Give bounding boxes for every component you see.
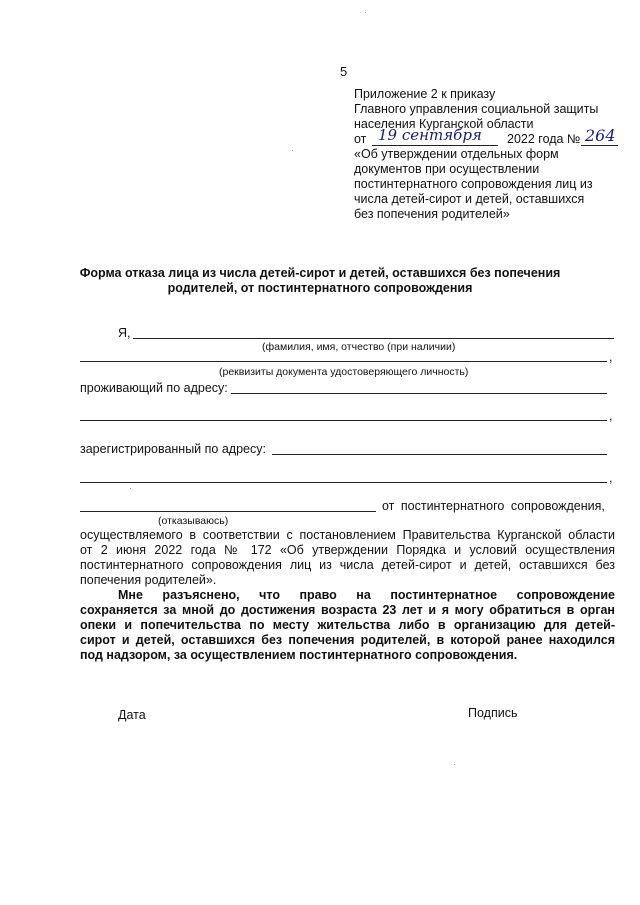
- page-number: 5: [340, 64, 348, 79]
- bold-line: сирот и детей, оставшихся без попечения родителей, в которой ранее находился: [80, 633, 615, 647]
- refuse-caption: (отказываюсь): [158, 515, 229, 527]
- body-line: от 2 июня 2022 года № 172 «Об утверждении Порядка и условий осуществления: [80, 543, 615, 557]
- comma: ,: [609, 471, 613, 485]
- form-title-line: родителей, от постинтернатного сопровождения: [167, 281, 473, 295]
- living-address-line-2: [80, 420, 607, 421]
- appendix-title-line: числа детей-сирот и детей, оставшихся: [354, 192, 585, 206]
- appendix-title-line: без попечения родителей»: [354, 207, 510, 221]
- body-line: постинтернатного сопровождения лиц из числа детей-сирот и детей, оставшихся без: [80, 558, 615, 572]
- number-underline: [581, 145, 618, 146]
- bold-line: Мне разъяснено, что право на постинтернатное сопровождение: [118, 588, 615, 602]
- fio-caption: (фамилия, имя, отчество (при наличии): [262, 341, 456, 353]
- bold-line: под надзором, за осуществлением постинтернатного сопровождения.: [80, 648, 518, 662]
- registered-address-line: [272, 454, 607, 455]
- signature-label: Подпись: [468, 706, 518, 720]
- appendix-title-line: постинтернатного сопровождения лиц из: [354, 177, 593, 191]
- appendix-line: Главного управления социальной защиты: [354, 102, 599, 116]
- scan-speck: [365, 12, 366, 13]
- appendix-title-line: «Об утверждении отдельных форм: [354, 147, 559, 161]
- comma: ,: [609, 350, 613, 364]
- body-line: осуществляемого в соответствии с постановлением Правительства Курганской области: [80, 528, 615, 542]
- bold-line: сохраняется за мной до достижения возраста 23 лет и я могу обратиться в орган: [80, 603, 615, 617]
- appendix-date-from: от: [354, 132, 367, 146]
- doc-caption: (реквизиты документа удостоверяющего личность): [219, 366, 469, 378]
- refuse-field-line: [80, 511, 376, 512]
- comma: ,: [609, 409, 613, 423]
- bold-line: опеки и попечительства по месту жительства либо в организацию для детей-: [80, 618, 615, 632]
- scan-speck: [130, 488, 131, 489]
- appendix-year: 2022 года №: [507, 132, 581, 146]
- form-title-line: Форма отказа лица из числа детей-сирот и детей, оставшихся без попечения: [79, 266, 561, 280]
- refuse-text: от постинтернатного сопровождения,: [382, 499, 605, 513]
- handwritten-date: 19 сентября: [378, 126, 482, 144]
- registered-address-line-2: [80, 482, 607, 483]
- scan-speck: [454, 764, 455, 765]
- living-address-line: [231, 393, 607, 394]
- appendix-line: Приложение 2 к приказу: [354, 87, 496, 101]
- registered-address-label: зарегистрированный по адресу:: [80, 442, 266, 456]
- handwritten-number: 264: [585, 126, 616, 145]
- date-underline: [372, 145, 498, 146]
- living-address-label: проживающий по адресу:: [80, 381, 228, 395]
- scan-speck: [292, 150, 293, 151]
- ya-label: Я,: [118, 326, 131, 340]
- date-label: Дата: [118, 708, 146, 722]
- body-line: попечения родителей».: [80, 573, 217, 587]
- fio-field-line: [133, 338, 614, 339]
- doc-field-line: [80, 361, 607, 362]
- appendix-title-line: документов при осуществлении: [354, 162, 540, 176]
- appendix-line: населения Курганской области: [354, 117, 534, 131]
